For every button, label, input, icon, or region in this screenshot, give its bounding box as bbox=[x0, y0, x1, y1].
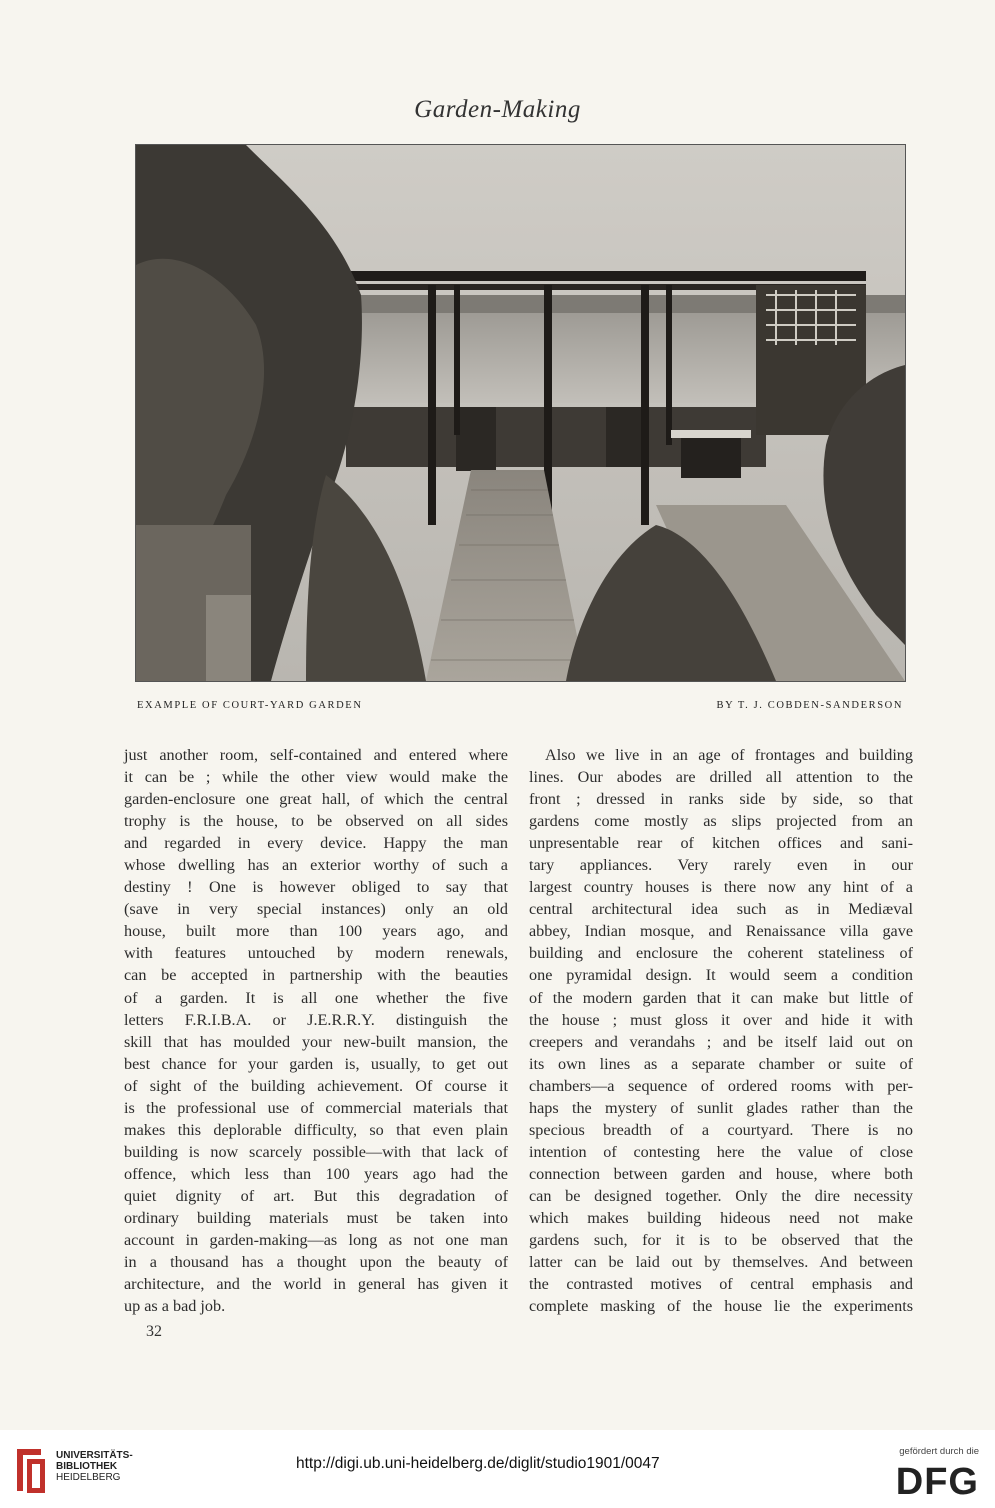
text-line: front ; dressed in ranks side by side, so that bbox=[529, 790, 913, 809]
text-line: building and enclosure the coherent stateliness of bbox=[529, 944, 913, 963]
text-line: complete masking of the house lie the experiments bbox=[529, 1297, 913, 1316]
text-line: which makes building hideous need not make bbox=[529, 1208, 913, 1227]
page-number: 32 bbox=[146, 1323, 162, 1340]
text-column-left bbox=[124, 744, 508, 1317]
text-line: Also we live in an age of frontages and building bbox=[545, 746, 913, 764]
text-line: tary appliances. Very rarely even in our bbox=[529, 856, 913, 875]
text-line: letters F.R.I.B.A. or J.E.R.R.Y. distinguish the bbox=[124, 1010, 508, 1029]
garden-photograph bbox=[135, 144, 906, 682]
library-name-line: BIBLIOTHEK bbox=[56, 1461, 118, 1472]
university-library-logo-icon[interactable] bbox=[13, 1445, 49, 1497]
dfg-logo[interactable]: DFG bbox=[895, 1461, 979, 1503]
text-line: skill that has moulded your new-built mansion, the bbox=[124, 1032, 508, 1051]
text-line: quiet dignity of art. But this degradation of bbox=[124, 1186, 508, 1205]
text-line: and regarded in every device. Happy the man bbox=[124, 834, 508, 853]
library-name-line: UNIVERSITÄTS- bbox=[56, 1450, 133, 1461]
library-name-line: HEIDELBERG bbox=[56, 1472, 121, 1483]
text-line: creepers and verandahs ; and be itself laid out on bbox=[529, 1032, 913, 1051]
text-line: can be designed together. Only the dire necessity bbox=[529, 1186, 913, 1205]
text-line: in a thousand has a thought upon the beauty of bbox=[124, 1253, 508, 1272]
text-line: destiny ! One is however obliged to say that bbox=[124, 878, 508, 897]
university-library-name[interactable] bbox=[56, 1450, 133, 1483]
text-line: of sight of the building achievement. Of course it bbox=[124, 1076, 508, 1095]
text-line: one pyramidal design. It would seem a condition bbox=[529, 966, 913, 985]
text-line: account in garden-making—as long as not one man bbox=[124, 1231, 508, 1250]
text-line: largest country houses is there now any hint of a bbox=[529, 878, 913, 897]
text-line: house, built more than 100 years ago, and bbox=[124, 922, 508, 941]
text-line: trophy is the house, to be observed on all sides bbox=[124, 812, 508, 831]
text-line: (save in very special instances) only an old bbox=[124, 900, 508, 919]
text-line: with features untouched by modern renewals, bbox=[124, 944, 508, 963]
text-line: garden-enclosure one great hall, of which the central bbox=[124, 790, 508, 809]
text-line: unpresentable rear of kitchen offices and sani- bbox=[529, 834, 913, 853]
text-line: gardens such, for it is to be observed that the bbox=[529, 1231, 913, 1250]
text-line: connection between garden and house, where both bbox=[529, 1164, 913, 1183]
text-line: the contrasted motives of central emphasis and bbox=[529, 1275, 913, 1294]
funder-note: gefördert durch die bbox=[899, 1446, 979, 1457]
text-line: can be accepted in partnership with the beauties bbox=[124, 966, 508, 985]
source-url-link[interactable]: http://digi.ub.uni-heidelberg.de/diglit/studio1901/0047 bbox=[296, 1455, 660, 1472]
text-line: intention of contesting here the value of close bbox=[529, 1142, 913, 1161]
figure-caption-credit: BY T. J. COBDEN-SANDERSON bbox=[716, 700, 903, 711]
text-line: just another room, self-contained and entered where bbox=[124, 746, 508, 764]
text-line: lines. Our abodes are drilled all attention to the bbox=[529, 768, 913, 787]
text-line: chambers—a sequence of ordered rooms with per- bbox=[529, 1076, 913, 1095]
running-head: Garden-Making bbox=[414, 96, 581, 123]
text-line: gardens come mostly as slips projected from an bbox=[529, 812, 913, 831]
text-line: of a garden. It is all one whether the five bbox=[124, 988, 508, 1007]
text-line: architecture, and the world in general has given it bbox=[124, 1275, 508, 1294]
text-line: is the professional use of commercial materials that bbox=[124, 1098, 508, 1117]
text-line: it can be ; while the other view would make the bbox=[124, 768, 508, 787]
text-line: up as a bad job. bbox=[124, 1297, 226, 1316]
text-line: central architectural idea such as in Mediæval bbox=[529, 900, 913, 919]
text-line: offence, which less than 100 years ago had the bbox=[124, 1164, 508, 1183]
text-column-right bbox=[529, 744, 913, 1317]
text-line: latter can be laid out by themselves. And between bbox=[529, 1253, 913, 1272]
figure-caption-title: EXAMPLE OF COURT-YARD GARDEN bbox=[137, 700, 363, 711]
text-line: specious breadth of a courtyard. There is no bbox=[529, 1120, 913, 1139]
footer bbox=[0, 1430, 995, 1508]
text-line: building is now scarcely possible—with that lack of bbox=[124, 1142, 508, 1161]
text-line: ordinary building materials must be taken into bbox=[124, 1208, 508, 1227]
text-line: best chance for your garden is, usually, to get out bbox=[124, 1054, 508, 1073]
text-line: of the modern garden that it can make but little of bbox=[529, 988, 913, 1007]
text-line: abbey, Indian mosque, and Renaissance villa gave bbox=[529, 922, 913, 941]
text-line: whose dwelling has an exterior worthy of such a bbox=[124, 856, 508, 875]
text-line: its own lines as a separate chamber or suite of bbox=[529, 1054, 913, 1073]
text-line: haps the mystery of sunlit glades rather than the bbox=[529, 1098, 913, 1117]
text-line: makes this deplorable difficulty, so that even plain bbox=[124, 1120, 508, 1139]
text-line: the house ; must gloss it over and hide it with bbox=[529, 1010, 913, 1029]
